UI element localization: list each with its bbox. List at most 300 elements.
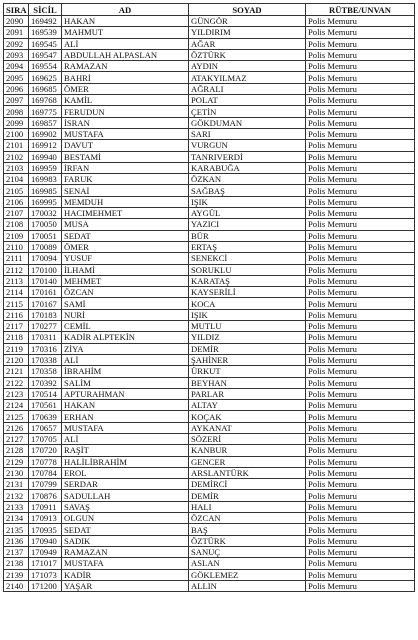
rutbe-cell: Polis Memuru <box>306 332 415 343</box>
sicil-cell: 171017 <box>29 558 62 569</box>
soyad-cell: ÖZCAN <box>189 513 306 524</box>
ad-cell: CEMİL <box>62 321 189 332</box>
rutbe-cell: Polis Memuru <box>306 275 415 286</box>
rutbe-cell: Polis Memuru <box>306 185 415 196</box>
ad-cell: İLHAMİ <box>62 264 189 275</box>
ad-cell: YUSUF <box>62 253 189 264</box>
sira-cell: 2109 <box>4 230 29 241</box>
soyad-cell: MUTLU <box>189 321 306 332</box>
sicil-cell: 170705 <box>29 433 62 444</box>
rutbe-cell: Polis Memuru <box>306 343 415 354</box>
table-row <box>4 456 415 467</box>
soyad-cell: ARSLANTÜRK <box>189 467 306 478</box>
sira-cell: 2097 <box>4 95 29 106</box>
rutbe-cell: Polis Memuru <box>306 433 415 444</box>
rutbe-cell: Polis Memuru <box>306 501 415 512</box>
ad-cell: EROL <box>62 467 189 478</box>
table-row <box>4 467 415 478</box>
rutbe-cell: Polis Memuru <box>306 456 415 467</box>
soyad-cell: AYGÜL <box>189 208 306 219</box>
sicil-cell: 170277 <box>29 321 62 332</box>
soyad-cell: DEMİRCİ <box>189 479 306 490</box>
sira-cell: 2131 <box>4 479 29 490</box>
sira-cell: 2110 <box>4 241 29 252</box>
table-row <box>4 343 415 354</box>
table-row <box>4 400 415 411</box>
soyad-cell: GÖKDUMAN <box>189 117 306 128</box>
sira-cell: 2115 <box>4 298 29 309</box>
rutbe-cell: Polis Memuru <box>306 377 415 388</box>
rutbe-cell: Polis Memuru <box>306 27 415 38</box>
sira-cell: 2122 <box>4 377 29 388</box>
sicil-cell: 170167 <box>29 298 62 309</box>
sicil-cell: 170183 <box>29 309 62 320</box>
table-header-row <box>4 4 415 16</box>
ad-cell: ALİ <box>62 433 189 444</box>
rutbe-cell: Polis Memuru <box>306 196 415 207</box>
rutbe-cell: Polis Memuru <box>306 230 415 241</box>
rutbe-cell: Polis Memuru <box>306 72 415 83</box>
ad-cell: MUSTAFA <box>62 422 189 433</box>
sicil-cell: 170935 <box>29 524 62 535</box>
table-body <box>4 16 415 592</box>
personnel-list-document <box>3 3 415 592</box>
sira-cell: 2102 <box>4 151 29 162</box>
soyad-cell: YAZICI <box>189 219 306 230</box>
table-row <box>4 83 415 94</box>
sira-cell: 2093 <box>4 49 29 60</box>
sicil-cell: 170949 <box>29 546 62 557</box>
ad-cell: ALİ <box>62 354 189 365</box>
ad-cell: MEMDUH <box>62 196 189 207</box>
sicil-cell: 169902 <box>29 128 62 139</box>
soyad-cell: IŞIK <box>189 309 306 320</box>
sicil-cell: 171073 <box>29 569 62 580</box>
sira-cell: 2096 <box>4 83 29 94</box>
soyad-cell: ATAKYILMAZ <box>189 72 306 83</box>
rutbe-cell: Polis Memuru <box>306 513 415 524</box>
ad-cell: BAHRİ <box>62 72 189 83</box>
table-row <box>4 275 415 286</box>
sira-cell: 2121 <box>4 366 29 377</box>
soyad-cell: YILDIZ <box>189 332 306 343</box>
table-row <box>4 580 415 591</box>
table-row <box>4 230 415 241</box>
rutbe-cell: Polis Memuru <box>306 580 415 591</box>
table-row <box>4 16 415 27</box>
rutbe-cell: Polis Memuru <box>306 298 415 309</box>
ad-cell: HAKAN <box>62 400 189 411</box>
sicil-cell: 170094 <box>29 253 62 264</box>
sicil-cell: 169775 <box>29 106 62 117</box>
sicil-cell: 169959 <box>29 162 62 173</box>
soyad-cell: AĞRALI <box>189 83 306 94</box>
ad-cell: İRFAN <box>62 162 189 173</box>
ad-cell: RAMAZAN <box>62 546 189 557</box>
sira-cell: 2104 <box>4 174 29 185</box>
sicil-cell: 170799 <box>29 479 62 490</box>
ad-cell: HAKAN <box>62 16 189 27</box>
table-row <box>4 569 415 580</box>
rutbe-cell: Polis Memuru <box>306 264 415 275</box>
sira-cell: 2140 <box>4 580 29 591</box>
soyad-cell: KARATAŞ <box>189 275 306 286</box>
table-row <box>4 95 415 106</box>
ad-cell: RAŞİT <box>62 445 189 456</box>
sira-cell: 2113 <box>4 275 29 286</box>
soyad-cell: BAŞ <box>189 524 306 535</box>
rutbe-cell: Polis Memuru <box>306 388 415 399</box>
sicil-cell: 169545 <box>29 38 62 49</box>
sira-cell: 2139 <box>4 569 29 580</box>
ad-cell: ÖZCAN <box>62 287 189 298</box>
table-row <box>4 377 415 388</box>
ad-cell: APTURAHMAN <box>62 388 189 399</box>
ad-cell: SAVAŞ <box>62 501 189 512</box>
sicil-cell: 169940 <box>29 151 62 162</box>
ad-cell: NURİ <box>62 309 189 320</box>
rutbe-cell: Polis Memuru <box>306 287 415 298</box>
ad-cell: ERHAN <box>62 411 189 422</box>
soyad-cell: TANRIVERDİ <box>189 151 306 162</box>
soyad-cell: SARI <box>189 128 306 139</box>
table-row <box>4 298 415 309</box>
rutbe-cell: Polis Memuru <box>306 117 415 128</box>
ad-cell: YAŞAR <box>62 580 189 591</box>
table-row <box>4 354 415 365</box>
ad-cell: ABDULLAH ALPASLAN <box>62 49 189 60</box>
table-row <box>4 253 415 264</box>
sicil-cell: 169768 <box>29 95 62 106</box>
rutbe-cell: Polis Memuru <box>306 321 415 332</box>
table-row <box>4 185 415 196</box>
rutbe-cell: Polis Memuru <box>306 49 415 60</box>
soyad-cell: DEMİR <box>189 490 306 501</box>
soyad-cell: POLAT <box>189 95 306 106</box>
sira-cell: 2133 <box>4 501 29 512</box>
header-sira: SIRA <box>4 4 29 16</box>
sira-cell: 2091 <box>4 27 29 38</box>
sira-cell: 2101 <box>4 140 29 151</box>
soyad-cell: ÇETİN <box>189 106 306 117</box>
sicil-cell: 170940 <box>29 535 62 546</box>
ad-cell: ÖMER <box>62 83 189 94</box>
sicil-cell: 170720 <box>29 445 62 456</box>
ad-cell: HALİLİBRAHİM <box>62 456 189 467</box>
table-row <box>4 445 415 456</box>
sicil-cell: 170161 <box>29 287 62 298</box>
ad-cell: MUSA <box>62 219 189 230</box>
soyad-cell: SORUKLU <box>189 264 306 275</box>
table-row <box>4 38 415 49</box>
soyad-cell: GÖKLEMEZ <box>189 569 306 580</box>
rutbe-cell: Polis Memuru <box>306 16 415 27</box>
rutbe-cell: Polis Memuru <box>306 558 415 569</box>
soyad-cell: ÖZTÜRK <box>189 49 306 60</box>
rutbe-cell: Polis Memuru <box>306 467 415 478</box>
soyad-cell: SANUÇ <box>189 546 306 557</box>
soyad-cell: KOÇAK <box>189 411 306 422</box>
sira-cell: 2103 <box>4 162 29 173</box>
rutbe-cell: Polis Memuru <box>306 546 415 557</box>
sira-cell: 2136 <box>4 535 29 546</box>
rutbe-cell: Polis Memuru <box>306 208 415 219</box>
rutbe-cell: Polis Memuru <box>306 524 415 535</box>
rutbe-cell: Polis Memuru <box>306 241 415 252</box>
ad-cell: İBRAHİM <box>62 366 189 377</box>
soyad-cell: ALLIN <box>189 580 306 591</box>
sira-cell: 2125 <box>4 411 29 422</box>
table-row <box>4 106 415 117</box>
ad-cell: FERUDUN <box>62 106 189 117</box>
sicil-cell: 169995 <box>29 196 62 207</box>
sicil-cell: 169547 <box>29 49 62 60</box>
ad-cell: DAVUT <box>62 140 189 151</box>
rutbe-cell: Polis Memuru <box>306 569 415 580</box>
table-row <box>4 72 415 83</box>
rutbe-cell: Polis Memuru <box>306 490 415 501</box>
sira-cell: 2129 <box>4 456 29 467</box>
ad-cell: SEDAT <box>62 524 189 535</box>
table-row <box>4 219 415 230</box>
rutbe-cell: Polis Memuru <box>306 411 415 422</box>
table-row <box>4 174 415 185</box>
sira-cell: 2094 <box>4 61 29 72</box>
sicil-cell: 170089 <box>29 241 62 252</box>
soyad-cell: HALI <box>189 501 306 512</box>
sira-cell: 2134 <box>4 513 29 524</box>
ad-cell: ZİYA <box>62 343 189 354</box>
sicil-cell: 170514 <box>29 388 62 399</box>
table-row <box>4 524 415 535</box>
sira-cell: 2112 <box>4 264 29 275</box>
sicil-cell: 169985 <box>29 185 62 196</box>
sicil-cell: 169554 <box>29 61 62 72</box>
ad-cell: RAMAZAN <box>62 61 189 72</box>
table-row <box>4 558 415 569</box>
sira-cell: 2118 <box>4 332 29 343</box>
soyad-cell: AYDIN <box>189 61 306 72</box>
soyad-cell: IŞIK <box>189 196 306 207</box>
header-rutbe-unvan: RÜTBE/UNVAN <box>306 4 415 16</box>
sira-cell: 2117 <box>4 321 29 332</box>
ad-cell: MUSTAFA <box>62 128 189 139</box>
soyad-cell: KARABUĞA <box>189 162 306 173</box>
sicil-cell: 170657 <box>29 422 62 433</box>
table-row <box>4 490 415 501</box>
rutbe-cell: Polis Memuru <box>306 354 415 365</box>
sicil-cell: 170358 <box>29 366 62 377</box>
ad-cell: SALİM <box>62 377 189 388</box>
rutbe-cell: Polis Memuru <box>306 61 415 72</box>
sicil-cell: 169912 <box>29 140 62 151</box>
sicil-cell: 170051 <box>29 230 62 241</box>
rutbe-cell: Polis Memuru <box>306 162 415 173</box>
table-row <box>4 140 415 151</box>
table-row <box>4 411 415 422</box>
sira-cell: 2123 <box>4 388 29 399</box>
sira-cell: 2092 <box>4 38 29 49</box>
ad-cell: SEDAT <box>62 230 189 241</box>
sicil-cell: 170911 <box>29 501 62 512</box>
rutbe-cell: Polis Memuru <box>306 309 415 320</box>
ad-cell: SADIK <box>62 535 189 546</box>
sira-cell: 2099 <box>4 117 29 128</box>
rutbe-cell: Polis Memuru <box>306 151 415 162</box>
ad-cell: FARUK <box>62 174 189 185</box>
ad-cell: KAMİL <box>62 95 189 106</box>
sira-cell: 2114 <box>4 287 29 298</box>
soyad-cell: YILDIRIM <box>189 27 306 38</box>
table-row <box>4 27 415 38</box>
soyad-cell: PARLAR <box>189 388 306 399</box>
ad-cell: İSRAN <box>62 117 189 128</box>
soyad-cell: ÜRKUT <box>189 366 306 377</box>
table-row <box>4 241 415 252</box>
header-sicil: SİCİL <box>29 4 62 16</box>
rutbe-cell: Polis Memuru <box>306 253 415 264</box>
table-row <box>4 535 415 546</box>
table-row <box>4 422 415 433</box>
sicil-cell: 170561 <box>29 400 62 411</box>
sicil-cell: 171200 <box>29 580 62 591</box>
table-row <box>4 321 415 332</box>
sicil-cell: 170913 <box>29 513 62 524</box>
sicil-cell: 169685 <box>29 83 62 94</box>
sira-cell: 2098 <box>4 106 29 117</box>
rutbe-cell: Polis Memuru <box>306 83 415 94</box>
soyad-cell: ÖZTÜRK <box>189 535 306 546</box>
sira-cell: 2100 <box>4 128 29 139</box>
table-row <box>4 433 415 444</box>
header-ad: AD <box>62 4 189 16</box>
soyad-cell: GENCER <box>189 456 306 467</box>
table-row <box>4 287 415 298</box>
soyad-cell: DEMİR <box>189 343 306 354</box>
rutbe-cell: Polis Memuru <box>306 400 415 411</box>
table-row <box>4 162 415 173</box>
ad-cell: KADİR <box>62 569 189 580</box>
rutbe-cell: Polis Memuru <box>306 219 415 230</box>
rutbe-cell: Polis Memuru <box>306 366 415 377</box>
ad-cell: MEHMET <box>62 275 189 286</box>
sira-cell: 2108 <box>4 219 29 230</box>
sira-cell: 2135 <box>4 524 29 535</box>
ad-cell: BESTAMİ <box>62 151 189 162</box>
table-row <box>4 546 415 557</box>
sicil-cell: 170140 <box>29 275 62 286</box>
soyad-cell: SENEKCİ <box>189 253 306 264</box>
sira-cell: 2111 <box>4 253 29 264</box>
personnel-table <box>3 3 415 592</box>
rutbe-cell: Polis Memuru <box>306 140 415 151</box>
rutbe-cell: Polis Memuru <box>306 174 415 185</box>
sicil-cell: 170778 <box>29 456 62 467</box>
table-row <box>4 208 415 219</box>
sicil-cell: 170392 <box>29 377 62 388</box>
sicil-cell: 170311 <box>29 332 62 343</box>
table-row <box>4 479 415 490</box>
sicil-cell: 169857 <box>29 117 62 128</box>
soyad-cell: SÖZERİ <box>189 433 306 444</box>
table-row <box>4 332 415 343</box>
rutbe-cell: Polis Memuru <box>306 106 415 117</box>
table-row <box>4 388 415 399</box>
sira-cell: 2130 <box>4 467 29 478</box>
sira-cell: 2120 <box>4 354 29 365</box>
sira-cell: 2128 <box>4 445 29 456</box>
sicil-cell: 170100 <box>29 264 62 275</box>
soyad-cell: ÖZKAN <box>189 174 306 185</box>
sira-cell: 2107 <box>4 208 29 219</box>
sicil-cell: 170032 <box>29 208 62 219</box>
sira-cell: 2126 <box>4 422 29 433</box>
sicil-cell: 170316 <box>29 343 62 354</box>
table-row <box>4 366 415 377</box>
ad-cell: SAMİ <box>62 298 189 309</box>
soyad-cell: ASLAN <box>189 558 306 569</box>
rutbe-cell: Polis Memuru <box>306 445 415 456</box>
table-row <box>4 501 415 512</box>
ad-cell: SADULLAH <box>62 490 189 501</box>
rutbe-cell: Polis Memuru <box>306 95 415 106</box>
table-row <box>4 513 415 524</box>
sicil-cell: 170639 <box>29 411 62 422</box>
soyad-cell: ŞAHİNER <box>189 354 306 365</box>
soyad-cell: BÜR <box>189 230 306 241</box>
sicil-cell: 169983 <box>29 174 62 185</box>
soyad-cell: GÜNGÖR <box>189 16 306 27</box>
soyad-cell: BEYHAN <box>189 377 306 388</box>
table-row <box>4 49 415 60</box>
ad-cell: ÖMER <box>62 241 189 252</box>
header-soyad: SOYAD <box>189 4 306 16</box>
soyad-cell: AĞAR <box>189 38 306 49</box>
sicil-cell: 170338 <box>29 354 62 365</box>
soyad-cell: ALTAY <box>189 400 306 411</box>
table-row <box>4 196 415 207</box>
table-row <box>4 309 415 320</box>
sicil-cell: 170050 <box>29 219 62 230</box>
sira-cell: 2116 <box>4 309 29 320</box>
sicil-cell: 169492 <box>29 16 62 27</box>
rutbe-cell: Polis Memuru <box>306 422 415 433</box>
sira-cell: 2138 <box>4 558 29 569</box>
rutbe-cell: Polis Memuru <box>306 535 415 546</box>
sira-cell: 2137 <box>4 546 29 557</box>
rutbe-cell: Polis Memuru <box>306 479 415 490</box>
sira-cell: 2132 <box>4 490 29 501</box>
sira-cell: 2105 <box>4 185 29 196</box>
sira-cell: 2106 <box>4 196 29 207</box>
soyad-cell: SAĞBAŞ <box>189 185 306 196</box>
sira-cell: 2124 <box>4 400 29 411</box>
table-row <box>4 264 415 275</box>
ad-cell: MAHMUT <box>62 27 189 38</box>
table-row <box>4 151 415 162</box>
rutbe-cell: Polis Memuru <box>306 38 415 49</box>
ad-cell: MUSTAFA <box>62 558 189 569</box>
ad-cell: KADİR ALPTEKİN <box>62 332 189 343</box>
soyad-cell: VURGUN <box>189 140 306 151</box>
sira-cell: 2095 <box>4 72 29 83</box>
ad-cell: OLGUN <box>62 513 189 524</box>
ad-cell: HACIMEHMET <box>62 208 189 219</box>
ad-cell: SENAİ <box>62 185 189 196</box>
sicil-cell: 170784 <box>29 467 62 478</box>
ad-cell: ALİ <box>62 38 189 49</box>
sira-cell: 2127 <box>4 433 29 444</box>
